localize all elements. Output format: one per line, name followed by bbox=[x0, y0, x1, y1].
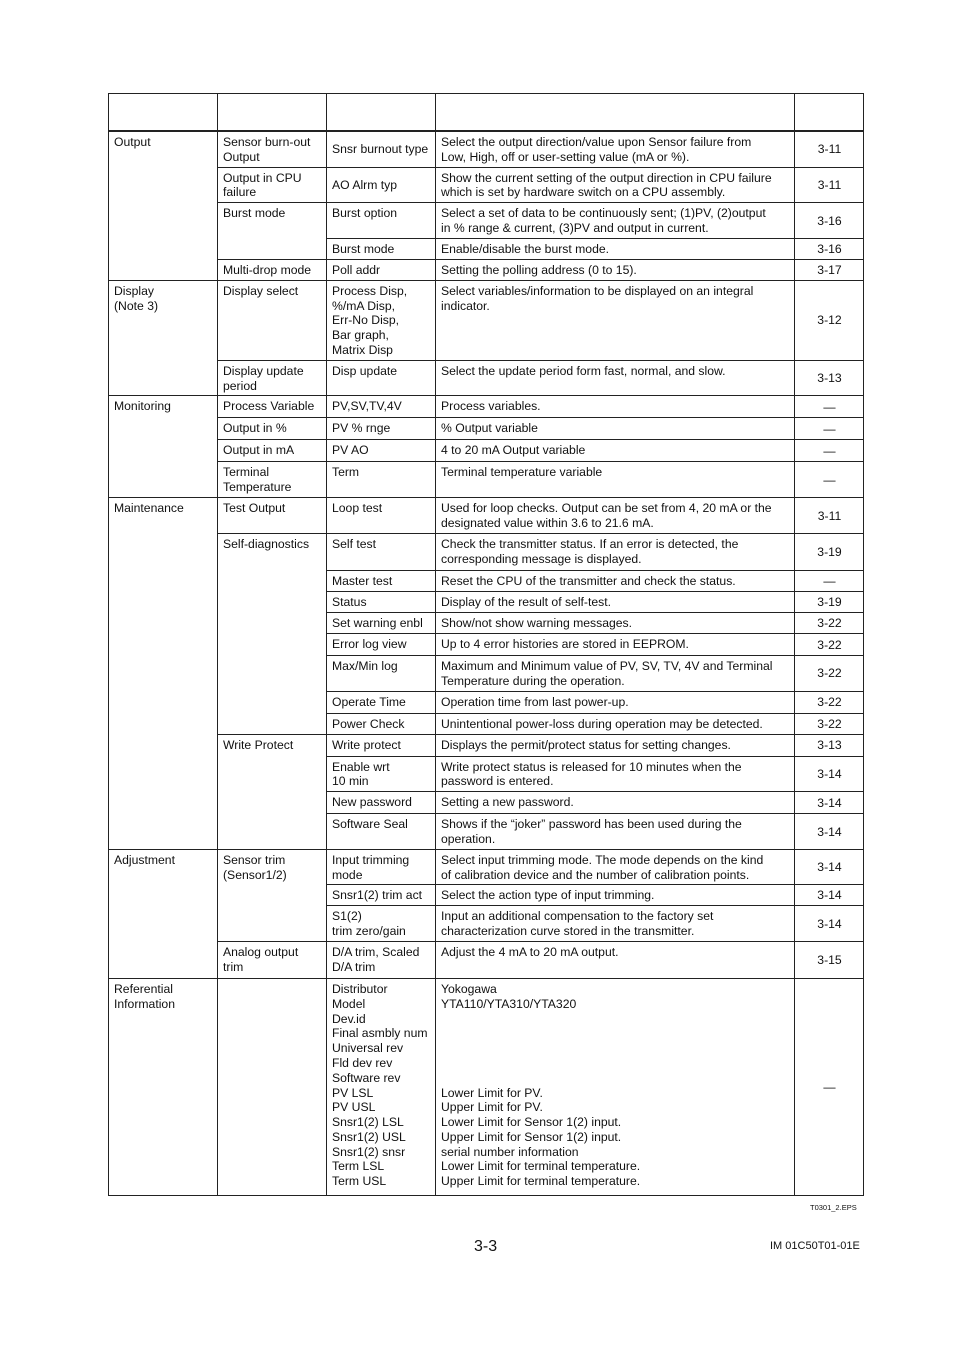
table-row bbox=[109, 259, 864, 280]
subcategory-cell: Sensor trim (Sensor1/2) bbox=[218, 849, 327, 941]
category-cell: Referential Information bbox=[109, 978, 218, 1195]
reference-cell: 3-22 bbox=[795, 655, 864, 691]
description-cell: Reset the CPU of the transmitter and check the status. bbox=[436, 570, 795, 591]
description-cell: Show the current setting of the output direction in CPU failure which is set by hardware switch on a CPU assembly. bbox=[436, 167, 795, 203]
reference-cell: — bbox=[795, 978, 864, 1195]
parameter-cell: Disp update bbox=[327, 360, 436, 396]
reference-cell: 3-14 bbox=[795, 906, 864, 942]
description-cell: Select the update period form fast, normal, and slow. bbox=[436, 360, 795, 396]
parameter-cell: Snsr1(2) trim act bbox=[327, 885, 436, 906]
parameter-cell: Burst option bbox=[327, 203, 436, 239]
table-row bbox=[109, 167, 864, 203]
reference-cell: 3-22 bbox=[795, 612, 864, 633]
description-cell: Select input trimming mode. The mode depends on the kind of calibration device and the number of calibration points. bbox=[436, 849, 795, 885]
subcategory-cell: Sensor burn-out Output bbox=[218, 131, 327, 167]
category-cell: Display (Note 3) bbox=[109, 280, 218, 396]
table-row bbox=[109, 131, 864, 167]
table-row bbox=[109, 734, 864, 756]
table-row bbox=[109, 978, 864, 1195]
reference-cell: 3-13 bbox=[795, 734, 864, 756]
parameter-cell: Master test bbox=[327, 570, 436, 591]
reference-cell: 3-14 bbox=[795, 849, 864, 885]
description-cell: Setting a new password. bbox=[436, 792, 795, 814]
table-row bbox=[109, 280, 864, 360]
subcategory-cell: Output in CPU failure bbox=[218, 167, 327, 203]
parameter-cell: PV,SV,TV,4V bbox=[327, 396, 436, 418]
parameter-cell: Enable wrt 10 min bbox=[327, 756, 436, 792]
reference-cell: 3-19 bbox=[795, 533, 864, 570]
parameter-cell: Self test bbox=[327, 533, 436, 570]
table-row bbox=[109, 440, 864, 462]
description-cell: Maximum and Minimum value of PV, SV, TV, 4V and Terminal Temperature during the operation. bbox=[436, 655, 795, 691]
subcategory-cell: Self-diagnostics bbox=[218, 533, 327, 734]
description-cell: Input an additional compensation to the factory set characterization curve stored in the transmitter. bbox=[436, 906, 795, 942]
reference-cell: — bbox=[795, 462, 864, 498]
subcategory-cell: Write Protect bbox=[218, 734, 327, 849]
parameter-cell: S1(2) trim zero/gain bbox=[327, 906, 436, 942]
table-row bbox=[109, 533, 864, 570]
description-cell: Display of the result of self-test. bbox=[436, 591, 795, 612]
subcategory-cell bbox=[218, 978, 327, 1195]
header-cell bbox=[795, 94, 864, 132]
parameter-cell: Process Disp, %/mA Disp, Err-No Disp, Bar graph, Matrix Disp bbox=[327, 280, 436, 360]
page-number: 3-3 bbox=[474, 1238, 498, 1255]
subcategory-cell: Display update period bbox=[218, 360, 327, 396]
parameter-cell: Input trimming mode bbox=[327, 849, 436, 885]
table-row bbox=[109, 418, 864, 440]
subcategory-cell: Output in mA bbox=[218, 440, 327, 462]
parameter-cell: PV AO bbox=[327, 440, 436, 462]
description-cell: Show/not show warning messages. bbox=[436, 612, 795, 633]
parameter-cell: Write protect bbox=[327, 734, 436, 756]
reference-cell: 3-14 bbox=[795, 792, 864, 814]
description-cell: Yokogawa YTA110/YTA310/YTA320 Lower Limit for PV. Upper Limit for PV. Lower Limit for Sensor 1(2) input. Upper Limit for Sensor 1(2) input. serial number information Lower Limit for terminal temperature. Upper Limit for terminal temperature. bbox=[436, 978, 795, 1195]
parameter-cell: Power Check bbox=[327, 713, 436, 734]
parameter-cell: Software Seal bbox=[327, 814, 436, 850]
subcategory-cell: Display select bbox=[218, 280, 327, 360]
table-row bbox=[109, 849, 864, 885]
description-cell: Process variables. bbox=[436, 396, 795, 418]
reference-cell: 3-13 bbox=[795, 360, 864, 396]
category-cell: Maintenance bbox=[109, 498, 218, 849]
header-cell bbox=[436, 94, 795, 132]
category-cell: Output bbox=[109, 131, 218, 280]
parameter-cell: Max/Min log bbox=[327, 655, 436, 691]
reference-cell: 3-14 bbox=[795, 885, 864, 906]
reference-cell: 3-11 bbox=[795, 498, 864, 534]
subcategory-cell: Output in % bbox=[218, 418, 327, 440]
reference-cell: 3-14 bbox=[795, 814, 864, 850]
reference-cell: 3-12 bbox=[795, 280, 864, 360]
category-cell: Monitoring bbox=[109, 396, 218, 498]
reference-cell: 3-17 bbox=[795, 259, 864, 280]
description-cell: Enable/disable the burst mode. bbox=[436, 238, 795, 259]
description-cell: Displays the permit/protect status for setting changes. bbox=[436, 734, 795, 756]
parameter-cell: Burst mode bbox=[327, 238, 436, 259]
reference-cell: 3-11 bbox=[795, 131, 864, 167]
description-cell: Shows if the “joker” password has been used during the operation. bbox=[436, 814, 795, 850]
header-cell bbox=[218, 94, 327, 132]
description-cell: Write protect status is released for 10 minutes when the password is entered. bbox=[436, 756, 795, 792]
parameter-cell: New password bbox=[327, 792, 436, 814]
parameter-cell: Status bbox=[327, 591, 436, 612]
table-row bbox=[109, 396, 864, 418]
table-row bbox=[109, 203, 864, 239]
description-cell: Terminal temperature variable bbox=[436, 462, 795, 498]
header-cell bbox=[109, 94, 218, 132]
reference-cell: 3-16 bbox=[795, 238, 864, 259]
parameter-cell: Poll addr bbox=[327, 259, 436, 280]
description-cell: Operation time from last power-up. bbox=[436, 691, 795, 713]
parameter-cell: Set warning enbl bbox=[327, 612, 436, 633]
figure-label: T0301_2.EPS bbox=[810, 1203, 857, 1212]
parameter-cell: Operate Time bbox=[327, 691, 436, 713]
table-header-row bbox=[109, 94, 864, 132]
reference-cell: 3-16 bbox=[795, 203, 864, 239]
subcategory-cell: Burst mode bbox=[218, 203, 327, 260]
reference-cell: 3-22 bbox=[795, 691, 864, 713]
parameter-table bbox=[108, 93, 864, 1196]
parameter-cell: AO Alrm typ bbox=[327, 167, 436, 203]
subcategory-cell: Multi-drop mode bbox=[218, 259, 327, 280]
reference-cell: — bbox=[795, 440, 864, 462]
reference-cell: — bbox=[795, 396, 864, 418]
reference-cell: 3-15 bbox=[795, 941, 864, 978]
description-cell: Setting the polling address (0 to 15). bbox=[436, 259, 795, 280]
reference-cell: 3-14 bbox=[795, 756, 864, 792]
table-row bbox=[109, 941, 864, 978]
reference-cell: 3-19 bbox=[795, 591, 864, 612]
document-id: IM 01C50T01-01E bbox=[770, 1240, 860, 1252]
description-cell: Unintentional power-loss during operation may be detected. bbox=[436, 713, 795, 734]
parameter-cell: PV % rnge bbox=[327, 418, 436, 440]
description-cell: Used for loop checks. Output can be set from 4, 20 mA or the designated value within 3.6 to 21.6 mA. bbox=[436, 498, 795, 534]
table-row bbox=[109, 360, 864, 396]
description-cell: Adjust the 4 mA to 20 mA output. bbox=[436, 941, 795, 978]
description-cell: 4 to 20 mA Output variable bbox=[436, 440, 795, 462]
parameter-cell: Snsr burnout type bbox=[327, 131, 436, 167]
parameter-cell: D/A trim, Scaled D/A trim bbox=[327, 941, 436, 978]
description-cell: Select the output direction/value upon Sensor failure from Low, High, off or user-setting value (mA or %). bbox=[436, 131, 795, 167]
reference-cell: — bbox=[795, 570, 864, 591]
subcategory-cell: Analog output trim bbox=[218, 941, 327, 978]
category-cell: Adjustment bbox=[109, 849, 218, 978]
table-row bbox=[109, 462, 864, 498]
table-row bbox=[109, 498, 864, 534]
subcategory-cell: Test Output bbox=[218, 498, 327, 534]
description-cell: Select variables/information to be displayed on an integral indicator. bbox=[436, 280, 795, 360]
subcategory-cell: Process Variable bbox=[218, 396, 327, 418]
parameter-cell: Loop test bbox=[327, 498, 436, 534]
header-cell bbox=[327, 94, 436, 132]
parameter-cell: Distributor Model Dev.id Final asmbly num Universal rev Fld dev rev Software rev PV LSL PV USL Snsr1(2) LSL Snsr1(2) USL Snsr1(2) snsr Term LSL Term USL bbox=[327, 978, 436, 1195]
description-cell: Up to 4 error histories are stored in EEPROM. bbox=[436, 633, 795, 655]
reference-cell: — bbox=[795, 418, 864, 440]
description-cell: % Output variable bbox=[436, 418, 795, 440]
parameter-cell: Error log view bbox=[327, 633, 436, 655]
description-cell: Select a set of data to be continuously sent; (1)PV, (2)output in % range & current, (3)PV and output in current. bbox=[436, 203, 795, 239]
subcategory-cell: Terminal Temperature bbox=[218, 462, 327, 498]
description-cell: Check the transmitter status. If an error is detected, the corresponding message is displayed. bbox=[436, 533, 795, 570]
reference-cell: 3-11 bbox=[795, 167, 864, 203]
reference-cell: 3-22 bbox=[795, 713, 864, 734]
reference-cell: 3-22 bbox=[795, 633, 864, 655]
description-cell: Select the action type of input trimming. bbox=[436, 885, 795, 906]
parameter-cell: Term bbox=[327, 462, 436, 498]
